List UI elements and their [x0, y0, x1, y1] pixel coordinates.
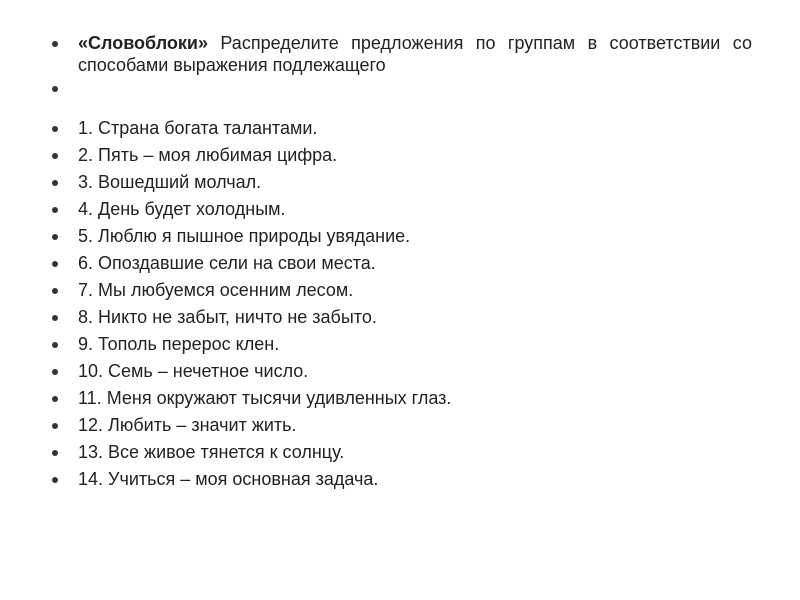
intro-bullet: [52, 32, 752, 76]
list-item: [52, 251, 752, 276]
list-item-text: 11. Меня окружают тысячи удивленных глаз.: [78, 388, 452, 408]
list-item: [52, 278, 752, 303]
list-item: [52, 413, 752, 438]
list-item: [52, 170, 752, 195]
bullet-dot-icon: [52, 207, 58, 213]
list-item: [52, 332, 752, 357]
list-item-text: 4. День будет холодным.: [78, 199, 286, 219]
bullet-dot-icon: [52, 423, 58, 429]
list-item: [52, 467, 752, 492]
list-item: [52, 440, 752, 465]
bullet-dot-icon: [52, 477, 58, 483]
list-item-text: 6. Опоздавшие сели на свои места.: [78, 253, 376, 273]
bullet-dot-icon: [52, 315, 58, 321]
list-item-text: 10. Семь – нечетное число.: [78, 361, 309, 381]
list-item-text: 3. Вошедший молчал.: [78, 172, 262, 192]
bullet-dot-icon: [52, 41, 58, 47]
bullet-dot-icon: [52, 450, 58, 456]
intro-title: «Словоблоки»: [78, 33, 208, 53]
list-item: [52, 386, 752, 411]
list-item: [52, 143, 752, 168]
list-item: [52, 359, 752, 384]
list-item-text: 14. Учиться – моя основная задача.: [78, 469, 379, 489]
bullet-dot-icon: [52, 288, 58, 294]
bullet-dot-icon: [52, 180, 58, 186]
bullet-dot-icon: [52, 261, 58, 267]
list-item: [52, 116, 752, 141]
bullet-list: [52, 32, 752, 494]
list-item-text: 5. Люблю я пышное природы увядание.: [78, 226, 411, 246]
list-item-text: 9. Тополь перерос клен.: [78, 334, 280, 354]
bullet-dot-icon: [52, 369, 58, 375]
bullet-dot-icon: [52, 86, 58, 92]
list-item-text: 8. Никто не забыт, ничто не забыто.: [78, 307, 377, 327]
bullet-dot-icon: [52, 126, 58, 132]
list-item: [52, 305, 752, 330]
list-item-text: 2. Пять – моя любимая цифра.: [78, 145, 338, 165]
list-item: [52, 224, 752, 249]
list-item-text: 7. Мы любуемся осенним лесом.: [78, 280, 354, 300]
bullet-dot-icon: [52, 396, 58, 402]
list-item-text: 13. Все живое тянется к солнцу.: [78, 442, 345, 462]
list-item: [52, 197, 752, 222]
bullet-dot-icon: [52, 153, 58, 159]
list-item-text: 1. Страна богата талантами.: [78, 118, 318, 138]
list-item-text: 12. Любить – значит жить.: [78, 415, 297, 435]
intro-text: Распределите предложения по группам в соответствии со способами выражения подлежащего: [78, 33, 752, 75]
bullet-dot-icon: [52, 342, 58, 348]
bullet-dot-icon: [52, 234, 58, 240]
empty-bullet: [52, 76, 752, 101]
